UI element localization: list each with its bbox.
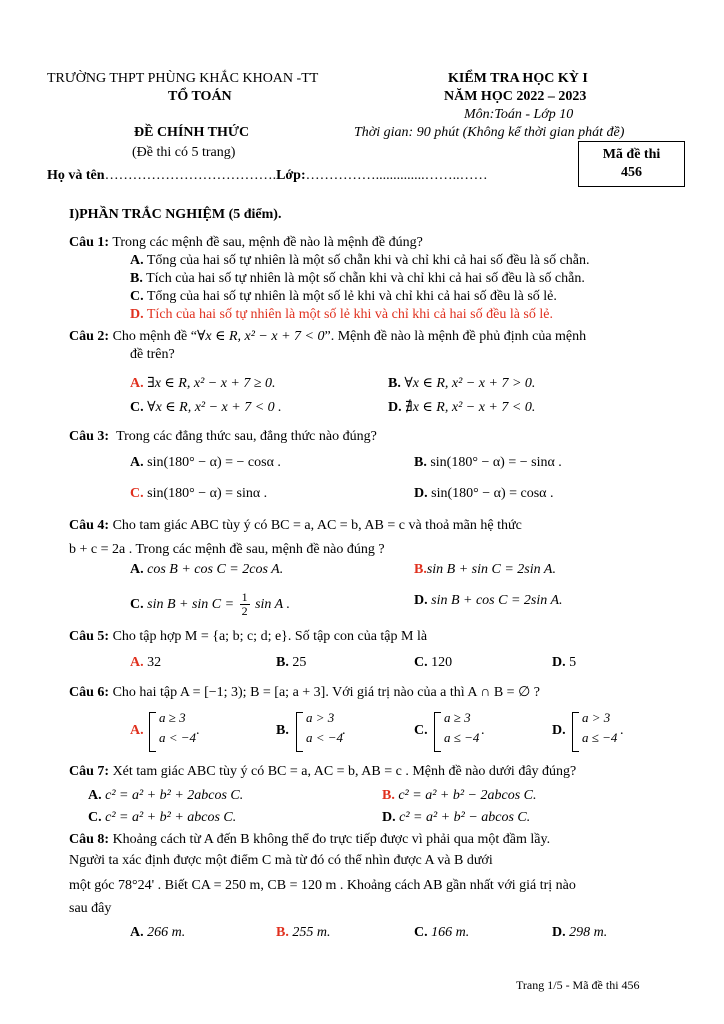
question-8 xyxy=(69,831,550,849)
option-key: C. xyxy=(130,289,144,304)
option-text: sin(180° − α) = sinα . xyxy=(147,486,268,501)
option-text: 266 m. xyxy=(147,925,186,940)
option-key: C. xyxy=(130,486,144,501)
option-key: C. xyxy=(130,400,144,415)
option-text: Tích của hai số tự nhiên là một số lẻ khi và chỉ khi cả hai số đều là số lẻ. xyxy=(146,307,553,322)
option-text: ∄x ∈ R, x² − x + 7 < 0. xyxy=(405,400,536,415)
q8-option-c[interactable] xyxy=(414,924,469,942)
option-text: c² = a² + b² + 2abcos C. xyxy=(105,788,244,803)
option-text: ∃x ∈ R, x² − x + 7 ≥ 0. xyxy=(147,376,276,391)
time-note: Thời gian: 90 phút (Không kể thời gian phát đề) xyxy=(354,125,625,140)
question-text: ”. Mệnh đề nào là mệnh đề phủ định của mệnh xyxy=(324,329,587,344)
q1-option-c[interactable] xyxy=(130,288,557,306)
option-key: B. xyxy=(130,271,143,286)
option-key: D. xyxy=(552,925,566,940)
question-1 xyxy=(69,234,423,252)
option-key: A. xyxy=(130,253,144,268)
question-label: Câu 1: xyxy=(69,235,110,250)
option-text: Tích của hai số tự nhiên là một số chẵn khi và chỉ khi cả hai số đều là số chẵn. xyxy=(146,271,585,286)
q5-option-d[interactable] xyxy=(552,654,576,672)
option-key: C. xyxy=(130,597,144,612)
option-text: 32 xyxy=(147,655,162,670)
q6-option-a-key[interactable]: A. xyxy=(130,723,144,738)
option-key: D. xyxy=(130,307,144,322)
question-8-line-3: một góc 78°24' . Biết CA = 250 m, CB = 120 m . Khoảng cách AB gần nhất với giá trị nào xyxy=(69,878,576,893)
option-text: 255 m. xyxy=(292,925,331,940)
official-label: ĐỀ CHÍNH THỨC xyxy=(134,125,250,140)
q7-option-d[interactable] xyxy=(382,809,530,827)
question-text: Khoảng cách từ A đến B không thể đo trực tiếp được vì phải qua một đầm lầy. xyxy=(112,832,551,847)
q2-option-a[interactable] xyxy=(130,375,276,393)
option-key: D. xyxy=(414,486,428,501)
question-text: Cho tam giác ABC tùy ý có BC = a, AC = b, AB = c và thoả mãn hệ thức xyxy=(112,518,522,533)
department-name: TỔ TOÁN xyxy=(168,89,232,104)
q4-option-a[interactable] xyxy=(130,561,283,579)
option-key: B. xyxy=(382,788,395,803)
option-key: D. xyxy=(388,400,402,415)
option-key: A. xyxy=(130,455,144,470)
q8-option-d[interactable] xyxy=(552,924,607,942)
option-key: A. xyxy=(130,562,144,577)
q7-option-b[interactable] xyxy=(382,787,537,805)
question-label: Câu 4: xyxy=(69,518,110,533)
question-4 xyxy=(69,517,522,535)
option-key: A. xyxy=(88,788,102,803)
q2-option-b[interactable] xyxy=(388,375,535,393)
option-text: sin(180° − α) = cosα . xyxy=(431,486,554,501)
q3-option-a[interactable] xyxy=(130,454,281,472)
option-text: sin(180° − α) = − cosα . xyxy=(147,455,281,470)
question-3 xyxy=(69,428,377,446)
option-text: ∀x ∈ R, x² − x + 7 > 0. xyxy=(404,376,536,391)
option-text: sin(180° − α) = − sinα . xyxy=(430,455,562,470)
fraction: $\frac{1}{2}$ xyxy=(241,590,248,619)
option-key: A. xyxy=(130,925,144,940)
exam-code-box xyxy=(578,141,685,187)
option-text: sin B + cos C = 2sin A. xyxy=(431,593,563,608)
question-text: Trong các đẳng thức sau, đẳng thức nào đúng? xyxy=(116,429,377,444)
q1-option-d[interactable] xyxy=(130,306,553,324)
question-label: Câu 7: xyxy=(69,764,110,779)
q5-option-c[interactable] xyxy=(414,654,452,672)
option-text: Tổng của hai số tự nhiên là một số chẵn khi và chỉ khi cả hai số đều là số chẵn. xyxy=(146,253,590,268)
option-key: D. xyxy=(382,810,396,825)
question-2-line-2: đề trên? xyxy=(130,347,175,362)
option-text: 298 m. xyxy=(569,925,608,940)
page-footer: Trang 1/5 - Mã đề thi 456 xyxy=(516,978,640,992)
q5-option-a[interactable] xyxy=(130,654,161,672)
q8-option-a[interactable] xyxy=(130,924,185,942)
option-key: B. xyxy=(276,655,289,670)
option-text: 25 xyxy=(292,655,307,670)
question-7 xyxy=(69,763,576,781)
q4-option-d[interactable] xyxy=(414,592,563,610)
option-key: B. xyxy=(388,376,401,391)
option-key: B. xyxy=(276,925,289,940)
option-text: c² = a² + b² − 2abcos C. xyxy=(398,788,537,803)
question-8-line-2: Người ta xác định được một điểm C mà từ đó có thể nhìn được A và B dưới xyxy=(69,853,493,868)
q8-option-b[interactable] xyxy=(276,924,330,942)
q6-option-c-key[interactable]: C. xyxy=(414,723,428,738)
option-text: sin B + sin C = 2sin A. xyxy=(426,562,556,577)
option-text: 5 xyxy=(569,655,577,670)
class-field[interactable]: ……………..............……..…… xyxy=(305,168,488,183)
option-text: c² = a² + b² + abcos C. xyxy=(105,810,237,825)
option-key: C. xyxy=(414,655,428,670)
question-label: Câu 6: xyxy=(69,685,110,700)
question-label: Câu 2: xyxy=(69,329,110,344)
option-key: C. xyxy=(88,810,102,825)
option-key: D. xyxy=(414,593,428,608)
option-key: B. xyxy=(414,562,427,577)
question-8-line-4: sau đây xyxy=(69,901,112,916)
option-text: sin B + sin C = xyxy=(147,597,235,612)
question-text: Trong các mệnh đề sau, mệnh đề nào là mệnh đề đúng? xyxy=(112,235,423,250)
q3-option-b[interactable] xyxy=(414,454,562,472)
option-key: D. xyxy=(552,655,566,670)
question-label: Câu 5: xyxy=(69,629,110,644)
q6-option-d-key[interactable]: D. xyxy=(552,723,566,738)
option-text: sin A . xyxy=(255,597,290,612)
q2-option-c[interactable] xyxy=(130,399,282,417)
option-text: Tổng của hai số tự nhiên là một số lẻ khi và chỉ khi cả hai số đều là số lẻ. xyxy=(146,289,557,304)
q1-option-a[interactable] xyxy=(130,252,590,270)
q4-option-b[interactable] xyxy=(414,561,556,579)
school-name: TRƯỜNG THPT PHÙNG KHẮC KHOAN -TT xyxy=(47,71,319,86)
question-5 xyxy=(69,628,427,646)
name-field[interactable]: ………………………………. xyxy=(104,168,277,183)
q4-option-c[interactable] xyxy=(130,590,290,620)
question-2 xyxy=(69,328,586,346)
question-formula: ∀x ∈ R, x² − x + 7 < 0 xyxy=(196,329,325,344)
q6-option-b-key[interactable]: B. xyxy=(276,723,289,738)
section-title: I)PHẦN TRẮC NGHIỆM (5 điểm). xyxy=(69,207,282,222)
name-label: Họ và tên xyxy=(47,168,105,183)
pages-note: (Đề thi có 5 trang) xyxy=(132,145,236,160)
student-info-line xyxy=(47,167,488,185)
exam-title: KIỂM TRA HỌC KỲ I xyxy=(448,71,588,86)
question-text: Cho hai tập A = [−1; 3); B = [a; a + 3]. Với giá trị nào của a thì A ∩ B = ∅ ? xyxy=(112,685,540,700)
option-text: ∀x ∈ R, x² − x + 7 < 0 . xyxy=(147,400,282,415)
question-4-line-2: b + c = 2a . Trong các mệnh đề sau, mệnh đề nào đúng ? xyxy=(69,542,385,557)
subject: Môn:Toán - Lớp 10 xyxy=(464,107,574,122)
question-text: Cho tập hợp M = {a; b; c; d; e}. Số tập con của tập M là xyxy=(112,629,428,644)
question-label: Câu 8: xyxy=(69,832,110,847)
option-text: 120 xyxy=(431,655,453,670)
option-key: A. xyxy=(130,376,144,391)
option-key: B. xyxy=(414,455,427,470)
q7-option-c[interactable] xyxy=(88,809,236,827)
q5-option-b[interactable] xyxy=(276,654,306,672)
exam-code-label: Mã đề thi xyxy=(602,147,661,162)
option-key: C. xyxy=(414,925,428,940)
question-6 xyxy=(69,684,540,702)
question-label: Câu 3: xyxy=(69,429,110,444)
q1-option-b[interactable] xyxy=(130,270,585,288)
option-text: c² = a² + b² − abcos C. xyxy=(399,810,531,825)
q3-option-d[interactable] xyxy=(414,485,554,503)
question-text: Xét tam giác ABC tùy ý có BC = a, AC = b, AB = c . Mệnh đề nào dưới đây đúng? xyxy=(112,764,577,779)
question-text: Cho mệnh đề “ xyxy=(112,329,197,344)
q3-option-c[interactable] xyxy=(130,485,267,503)
school-year: NĂM HỌC 2022 – 2023 xyxy=(444,89,587,104)
option-text: 166 m. xyxy=(431,925,470,940)
option-key: A. xyxy=(130,655,144,670)
q7-option-a[interactable] xyxy=(88,787,243,805)
exam-code-value: 456 xyxy=(621,165,642,180)
class-label: Lớp: xyxy=(276,168,306,183)
option-text: cos B + cos C = 2cos A. xyxy=(147,562,284,577)
q2-option-d[interactable] xyxy=(388,399,535,417)
